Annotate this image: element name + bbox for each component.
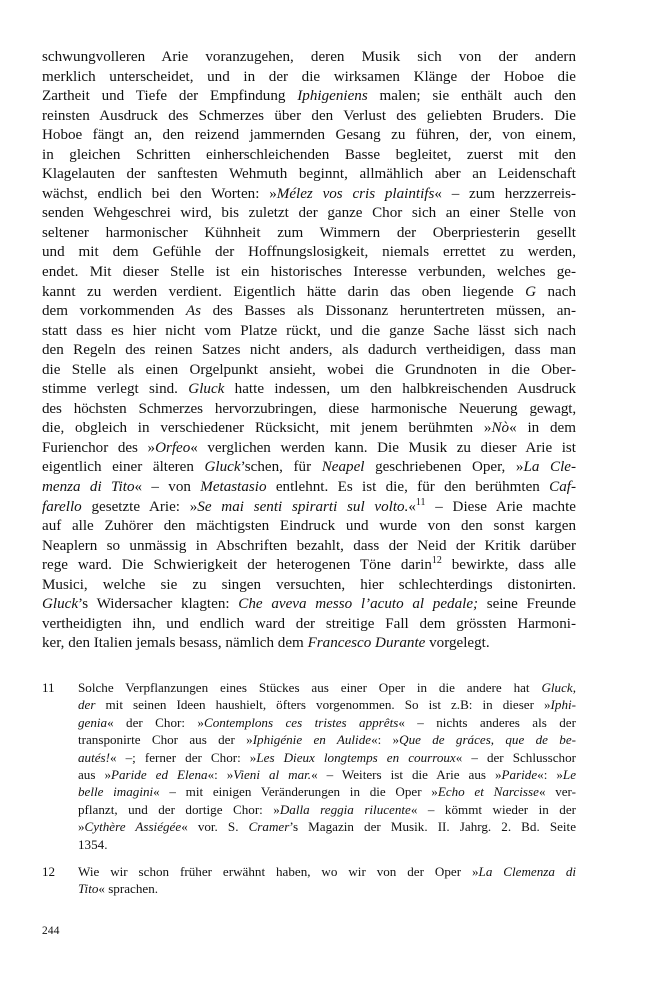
- italic-text: La Clemenza di: [478, 864, 577, 880]
- italic-text: menza di Tito: [42, 479, 135, 496]
- body-line: reinsten Ausdruck des Schmerzes über den Verlust des geliebten Bruders. Die: [42, 107, 576, 124]
- body-line: kannt zu werden verdient. Eigentlich hätte darin das oben liegende G nach: [42, 283, 576, 300]
- footnote-number: 11: [42, 679, 55, 695]
- footnote: [42, 863, 576, 898]
- body-line: die Stelle als einen Orgelpunkt ansieht, wobei die Grundnoten in die Ober-: [42, 361, 576, 378]
- italic-text: Gluck: [204, 459, 241, 476]
- italic-text: genia: [78, 714, 108, 730]
- italic-text: Echo et Narcisse: [437, 784, 539, 800]
- footnote-number: 12: [42, 864, 56, 880]
- body-line: Neaplern so unmässig in Abschriften bezahlt, dass der Neid der Kritik darüber: [42, 537, 576, 554]
- body-line: Klagelauten der sanftesten Wehmuth beginnt, allmählich aber an Leidenschaft: [42, 166, 576, 183]
- italic-text: Nò: [491, 420, 510, 437]
- body-line: merklich unterscheidet, und in der die wirksamen Klänge der Hoboe die: [42, 68, 576, 85]
- italic-text: Gluck,: [541, 679, 576, 695]
- footnote-line: genia« der Chor: »Contemplons ces tristes apprêts« – nichts anderes als der: [78, 714, 576, 730]
- body-line: Gluck’s Widersacher klagten: Che aveva messo l’acuto al pedale; seine Freunde: [42, 596, 576, 613]
- footnote-marker[interactable]: 11: [415, 496, 426, 508]
- body-line: Musici, welche sie zu singen versuchten, hier schlechterdings distonirten.: [42, 576, 576, 593]
- italic-text: Iphigénie en Aulide: [252, 732, 372, 748]
- italic-text: La Cle-: [523, 459, 576, 476]
- footnote-line: aus »Paride ed Elena«: »Vieni al mar.« – Weiters ist die Arie aus »Paride«: »Le: [78, 766, 576, 782]
- italic-text: Gluck: [42, 596, 79, 613]
- body-line: endet. Mit dieser Stelle ist ein historisches Interesse verbunden, welches ge-: [42, 264, 576, 281]
- body-line: farello gesetzte Arie: »Se mai senti spirarti sul volto.«$^{11}$ – Diese Arie machte: [42, 496, 576, 515]
- italic-text: Cramer: [248, 819, 290, 835]
- body-line: in gleichen Schritten einherschleichenden Basse begleitet, zuerst mit den: [42, 146, 576, 163]
- body-line: auf alle Zuhörer den mächtigsten Eindruck und wurde von den sonst kargen: [42, 518, 576, 535]
- body-line: ker, den Italien jemals besass, nämlich dem Francesco Durante vorgelegt.: [42, 635, 490, 652]
- footnotes-section: [42, 679, 576, 898]
- italic-text: Contemplons ces tristes apprêts: [203, 714, 399, 730]
- footnote-line: der mit seinen Ideen haushielt, öfters vorgenommen. So ist z.B: in dieser »Iphi-: [78, 697, 576, 713]
- footnote-line: autés!« –; ferner der Chor: »Les Dieux longtemps en courroux« – der Schlusschor: [78, 749, 576, 765]
- italic-text: Vieni al mar.: [233, 766, 312, 782]
- italic-text: Francesco Durante: [307, 635, 426, 652]
- body-line: senden Wehgeschrei wird, bis zuletzt der ganze Chor sich an einer Stelle von: [42, 205, 576, 222]
- body-line: wächst, endlich bei den Worten: »Mélez vos cris plaintifs« – zum herzzerreis-: [42, 185, 577, 202]
- italic-text: Orfeo: [155, 439, 191, 456]
- body-line: statt dass es hier nicht vom Platze rückt, und die ganze Sache lässt sich nach: [42, 322, 576, 339]
- italic-text: Dalla reggia rilucente: [279, 801, 411, 817]
- italic-text: Metastasio: [200, 479, 267, 496]
- italic-text: Tito: [78, 881, 99, 897]
- italic-text: der: [78, 697, 96, 713]
- footnote-line: transponirte Chor aus der »Iphigénie en Aulide«: »Que de gráces, que de be-: [78, 732, 576, 748]
- italic-text: Iphigeniens: [297, 88, 368, 105]
- italic-text: Iphi-: [550, 697, 576, 713]
- footnote-line: »Cythère Assiégée« vor. S. Cramer’s Magazin der Musik. II. Jahrg. 2. Bd. Seite: [78, 819, 577, 835]
- italic-text: farello: [42, 498, 82, 515]
- body-line: Furienchor des »Orfeo« verglichen werden kann. Die Musik zu dieser Arie ist: [42, 439, 576, 456]
- body-line: dem vorkommenden As des Basses als Dissonanz heruntertreten müssen, an-: [42, 303, 576, 320]
- italic-text: Cythère Assiégée: [84, 819, 182, 835]
- footnote: [42, 679, 576, 853]
- body-line: die, obgleich in verschiedener Rücksicht, mit jenem berühmten »Nò« in dem: [42, 420, 576, 437]
- footnote-line: pflanzt, und der dortige Chor: »Dalla reggia rilucente« – kömmt wieder in der: [78, 801, 576, 817]
- italic-text: Que de gráces, que de be-: [399, 732, 576, 748]
- body-paragraph: [42, 48, 576, 654]
- italic-text: Paride ed Elena: [111, 766, 208, 782]
- footnote-line: Solche Verpflanzungen eines Stückes aus einer Oper in die andere hat Gluck,: [78, 679, 576, 695]
- italic-text: Le: [562, 766, 576, 782]
- italic-text: Se mai senti spirarti sul volto.: [197, 498, 409, 515]
- body-line: eigentlich einer älteren Gluck’schen, für Neapel geschriebenen Oper, »La Cle-: [42, 459, 576, 476]
- italic-text: Caf-: [549, 479, 576, 496]
- footnote-line: Tito« sprachen.: [78, 881, 159, 897]
- italic-text: As: [185, 303, 202, 320]
- italic-text: G: [525, 283, 537, 300]
- body-line: schwungvolleren Arie voranzugehen, deren Musik sich von der andern: [42, 49, 576, 65]
- body-line: seltener harmonischer Kühnheit zum Wimmern der Oberpriesterin gesellt: [42, 224, 576, 241]
- footnote-line: 1354.: [78, 836, 108, 852]
- italic-text: Che aveva messo l’acuto al pedale;: [238, 596, 479, 613]
- body-line: menza di Tito« – von Metastasio entlehnt. Es ist die, für den berühmten Caf-: [42, 479, 576, 496]
- page-number: 244: [42, 925, 60, 937]
- body-line: Hoboe fängt an, den reizend jammernden Gesang zu führen, der, von einem,: [42, 127, 576, 144]
- body-line: rege ward. Die Schwierigkeit der heterogenen Töne darin$^{12}$ bewirkte, dass alle: [42, 555, 576, 574]
- italic-text: Neapel: [321, 459, 365, 476]
- footnote-line: Wie wir schon früher erwähnt haben, wo wir von der Oper »La Clemenza di: [78, 864, 577, 880]
- italic-text: Les Dieux longtemps en courroux: [256, 749, 456, 765]
- body-line: Zartheit und Tiefe der Empfindung Iphigeniens malen; sie enthält auch den: [42, 88, 576, 105]
- body-line: den Regeln des reinen Satzes nicht anders, als dadurch vertheidigen, dass man: [42, 342, 576, 359]
- body-line: und mit dem Gefühle der Hoffnungslosigkeit, niemals errettet zu werden,: [42, 244, 576, 261]
- italic-text: Gluck: [188, 381, 225, 398]
- italic-text: Mélez vos cris plaintifs: [276, 185, 435, 202]
- italic-text: Paride: [501, 766, 538, 782]
- italic-text: belle imagini: [78, 784, 154, 800]
- italic-text: autés!: [78, 749, 110, 765]
- body-text-block: [42, 48, 576, 654]
- footnote-line: belle imagini« – mit einigen Veränderungen in die Oper »Echo et Narcisse« ver-: [78, 784, 577, 800]
- body-line: vertheidigten ihn, und endlich ward der streitige Fall dem grössten Harmoni-: [42, 615, 576, 632]
- body-line: stimme verlegt sind. Gluck hatte indessen, um den halbkreischenden Ausdruck: [42, 381, 576, 398]
- body-line: des höchsten Schmerzes hervorzubringen, diese harmonische Neuerung gewagt,: [42, 400, 576, 417]
- footnote-marker[interactable]: 12: [431, 555, 442, 567]
